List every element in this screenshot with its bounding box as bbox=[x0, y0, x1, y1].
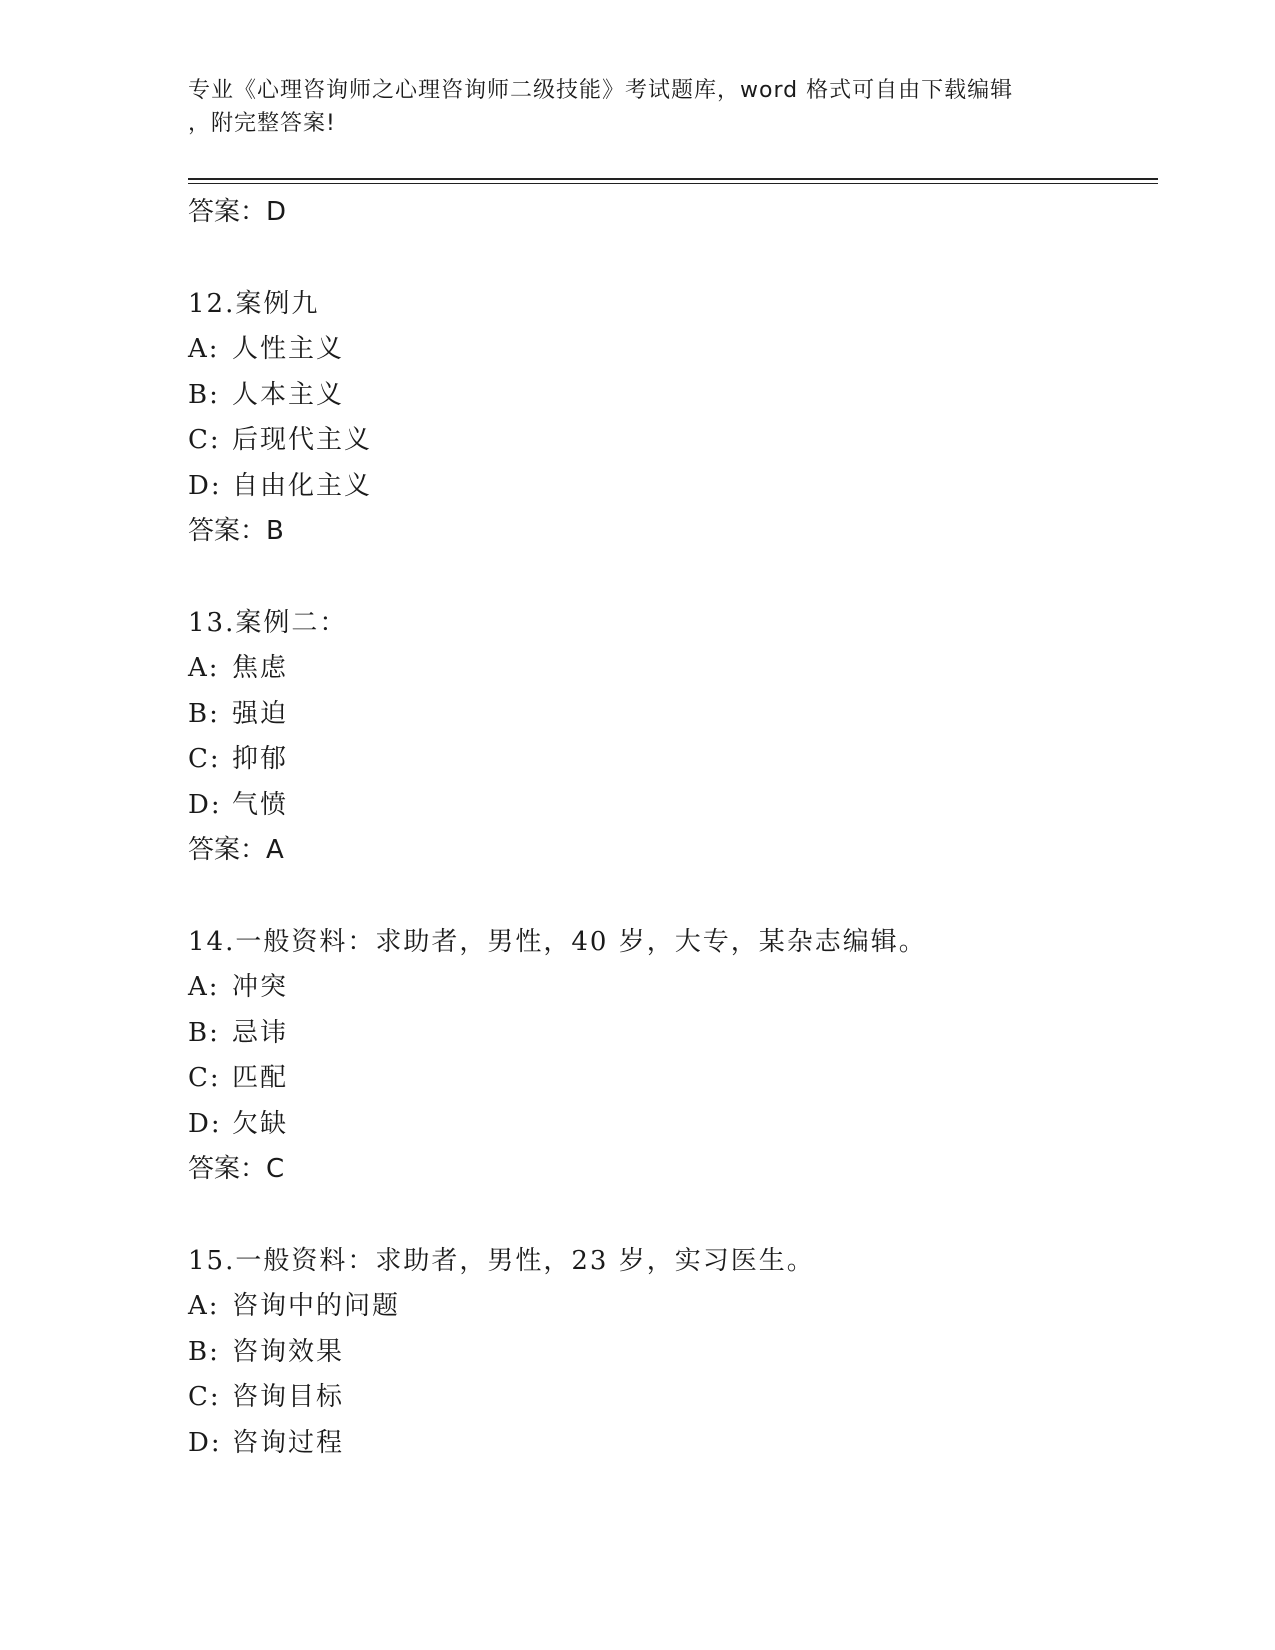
option-key: B: bbox=[188, 1017, 220, 1048]
answer-line: 答案：B bbox=[188, 516, 284, 546]
option-text: 冲突 bbox=[232, 972, 289, 1002]
option-c bbox=[188, 1056, 1158, 1102]
question-title: 13.案例二： bbox=[188, 608, 348, 638]
option-d bbox=[188, 1421, 1158, 1467]
option-c bbox=[188, 737, 1158, 783]
spacer bbox=[188, 873, 1158, 920]
option-text: 咨询目标 bbox=[232, 1382, 345, 1412]
option-key: C: bbox=[188, 744, 221, 774]
spacer bbox=[188, 1192, 1158, 1239]
option-text: 焦虑 bbox=[232, 653, 289, 683]
option-a bbox=[188, 965, 1158, 1011]
option-text: 咨询过程 bbox=[232, 1427, 345, 1458]
question-block bbox=[188, 1239, 1158, 1466]
question-list bbox=[188, 190, 1158, 1466]
question-title: 14.一般资料：求助者，男性，40 岁，大专，某杂志编辑。 bbox=[188, 927, 927, 957]
option-key: D: bbox=[188, 789, 222, 820]
option-key: A: bbox=[188, 972, 220, 1002]
option-key: A: bbox=[188, 334, 220, 364]
header-line-2: ，附完整答案! bbox=[188, 111, 336, 136]
option-text: 欠缺 bbox=[232, 1108, 289, 1139]
option-key: C: bbox=[188, 1382, 221, 1412]
question-block bbox=[188, 282, 1158, 554]
question-title: 12.案例九 bbox=[188, 289, 320, 319]
option-key: B: bbox=[188, 379, 220, 410]
option-text: 匹配 bbox=[232, 1063, 289, 1093]
option-key: D: bbox=[188, 470, 222, 501]
option-text: 咨询中的问题 bbox=[232, 1291, 401, 1321]
header-divider-thick bbox=[188, 178, 1158, 180]
option-key: C: bbox=[188, 1063, 221, 1093]
option-text: 自由化主义 bbox=[232, 470, 373, 501]
spacer bbox=[188, 235, 1158, 282]
answer-line: 答案：C bbox=[188, 1154, 285, 1184]
option-b bbox=[188, 692, 1158, 738]
option-d bbox=[188, 1102, 1158, 1148]
question-block bbox=[188, 601, 1158, 873]
question-title: 15.一般资料：求助者，男性，23 岁，实习医生。 bbox=[188, 1246, 815, 1276]
question-block bbox=[188, 920, 1158, 1192]
option-key: D: bbox=[188, 1427, 222, 1458]
option-text: 后现代主义 bbox=[232, 425, 373, 455]
header-divider-thin bbox=[188, 183, 1158, 184]
header-note bbox=[188, 74, 1088, 140]
option-d bbox=[188, 464, 1158, 510]
option-b bbox=[188, 1011, 1158, 1057]
option-text: 强迫 bbox=[232, 698, 289, 729]
option-text: 咨询效果 bbox=[232, 1336, 345, 1367]
option-b bbox=[188, 373, 1158, 419]
option-key: B: bbox=[188, 1336, 220, 1367]
option-a bbox=[188, 1284, 1158, 1330]
option-key: D: bbox=[188, 1108, 222, 1139]
option-text: 人本主义 bbox=[232, 379, 345, 410]
answer-line: 答案：A bbox=[188, 835, 284, 865]
option-c bbox=[188, 1375, 1158, 1421]
option-text: 人性主义 bbox=[232, 334, 345, 364]
header-line-1: 专业《心理咨询师之心理咨询师二级技能》考试题库，word 格式可自由下载编辑 bbox=[188, 78, 1014, 103]
option-b bbox=[188, 1330, 1158, 1376]
previous-answer: 答案：D bbox=[188, 197, 287, 227]
option-c bbox=[188, 418, 1158, 464]
option-key: A: bbox=[188, 1291, 220, 1321]
option-key: C: bbox=[188, 425, 221, 455]
option-a bbox=[188, 646, 1158, 692]
option-text: 忌讳 bbox=[232, 1017, 289, 1048]
option-a bbox=[188, 327, 1158, 373]
option-text: 气愤 bbox=[232, 789, 289, 820]
spacer bbox=[188, 554, 1158, 601]
option-key: A: bbox=[188, 653, 220, 683]
option-key: B: bbox=[188, 698, 220, 729]
option-d bbox=[188, 783, 1158, 829]
option-text: 抑郁 bbox=[232, 744, 289, 774]
